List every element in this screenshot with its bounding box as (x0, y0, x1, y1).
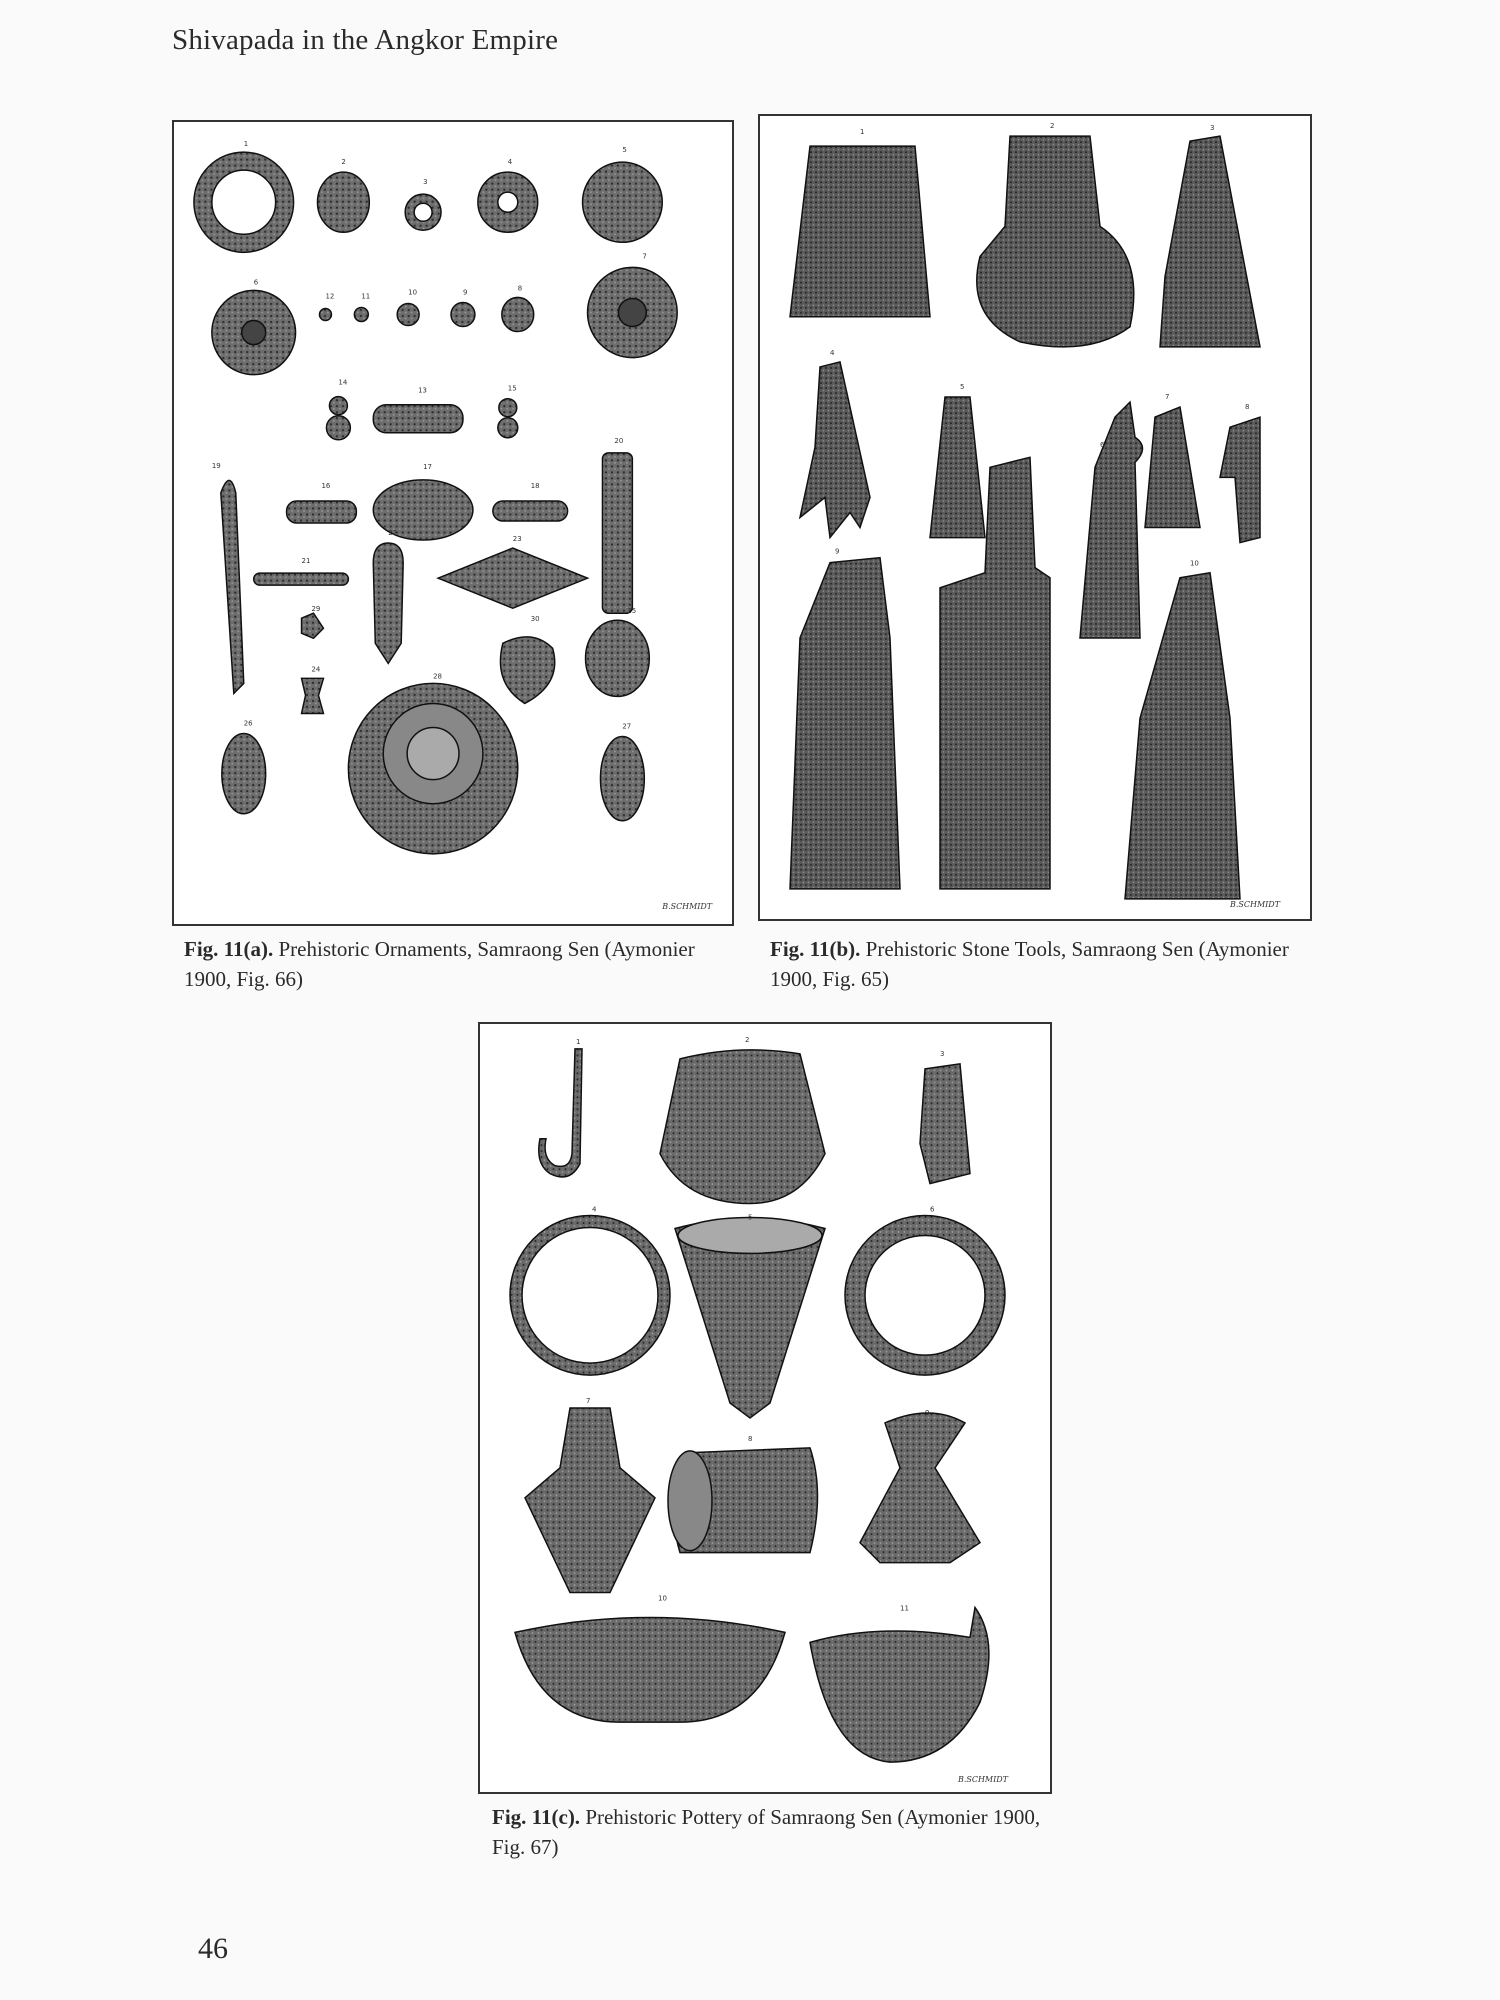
item-number: 10 (658, 1594, 667, 1603)
item-number: 22 (388, 529, 398, 538)
item-number: 4 (507, 158, 513, 167)
figure-11a-caption (184, 934, 744, 994)
item-number: 9 (925, 1408, 930, 1417)
item-number: 1 (243, 140, 249, 149)
item-number: 5 (960, 382, 965, 392)
figure-label: Fig. 11(c). (492, 1805, 581, 1829)
item-number: 18 (530, 481, 540, 490)
item-number: 15 (507, 384, 517, 393)
item-number: 10 (408, 288, 418, 297)
item-number: 5 (748, 1213, 753, 1222)
caption-text: Prehistoric Pottery of Samraong Sen (Aymonier 1900, Fig. 67) (492, 1805, 1041, 1859)
item-number: 17 (423, 462, 432, 471)
item-number: 4 (592, 1205, 597, 1214)
figure-label: Fig. 11(b). (770, 937, 861, 961)
item-number: 19 (211, 461, 221, 470)
item-number: 20 (614, 436, 624, 445)
figure-11c-plate (478, 1022, 1052, 1794)
item-number: 2 (745, 1035, 750, 1044)
illustrator-signature: B.SCHMIDT (662, 901, 713, 911)
item-number: 10 (1190, 558, 1199, 568)
item-number: 1 (860, 127, 865, 137)
item-number: 2 (1050, 121, 1055, 131)
item-number: 7 (642, 252, 647, 261)
item-number: 4 (830, 347, 835, 357)
item-number: 2 (341, 158, 346, 167)
figure-11b-plate (758, 114, 1312, 921)
item-number: 8 (748, 1434, 753, 1443)
item-number: 30 (530, 615, 540, 624)
item-number: 27 (622, 722, 632, 731)
running-title: Shivapada in the Angkor Empire (172, 24, 559, 56)
item-number: 8 (1245, 402, 1250, 412)
item-number: 8 (517, 284, 523, 293)
figure-11a-plate (172, 120, 734, 926)
item-number: 9 (462, 288, 468, 297)
item-number: 5 (622, 146, 627, 155)
item-number: 6 (1100, 440, 1105, 450)
item-number: 14 (338, 378, 348, 387)
item-number: 16 (321, 481, 331, 490)
page-number: 46 (198, 1932, 228, 1965)
item-number: 7 (586, 1397, 591, 1406)
item-number: 11 (361, 292, 371, 301)
item-number: 21 (301, 557, 311, 566)
ornaments-drawing (174, 122, 732, 924)
item-number: 23 (512, 535, 522, 544)
illustrator-signature: B.SCHMIDT (1230, 899, 1281, 909)
caption-text: Prehistoric Ornaments, Samraong Sen (Aymonier 1900, Fig. 66) (184, 937, 695, 991)
item-number: 9 (835, 546, 840, 556)
item-number: 1 (576, 1037, 581, 1046)
stone-tools-drawing (760, 116, 1310, 919)
item-number: 11 (900, 1604, 909, 1613)
illustrator-signature: B.SCHMIDT (958, 1775, 1008, 1785)
item-number: 7 (1165, 392, 1170, 402)
caption-text: Prehistoric Stone Tools, Samraong Sen (Aymonier 1900, Fig. 65) (770, 937, 1289, 991)
item-number: 3 (1210, 123, 1215, 133)
item-number: 6 (253, 278, 259, 287)
figure-11b-caption (770, 934, 1330, 994)
item-number: 24 (311, 665, 321, 674)
item-number: 3 (940, 1049, 945, 1058)
figure-label: Fig. 11(a). (184, 937, 274, 961)
pottery-drawing (480, 1024, 1050, 1792)
item-number: 12 (325, 292, 335, 301)
figure-11c-caption (492, 1802, 1052, 1862)
item-number: 28 (433, 672, 442, 681)
item-number: 25 (627, 607, 637, 616)
item-number: 6 (930, 1205, 935, 1214)
item-number: 29 (311, 605, 321, 614)
item-number: 26 (243, 719, 253, 728)
item-number: 13 (418, 386, 427, 395)
item-number: 3 (423, 178, 428, 187)
